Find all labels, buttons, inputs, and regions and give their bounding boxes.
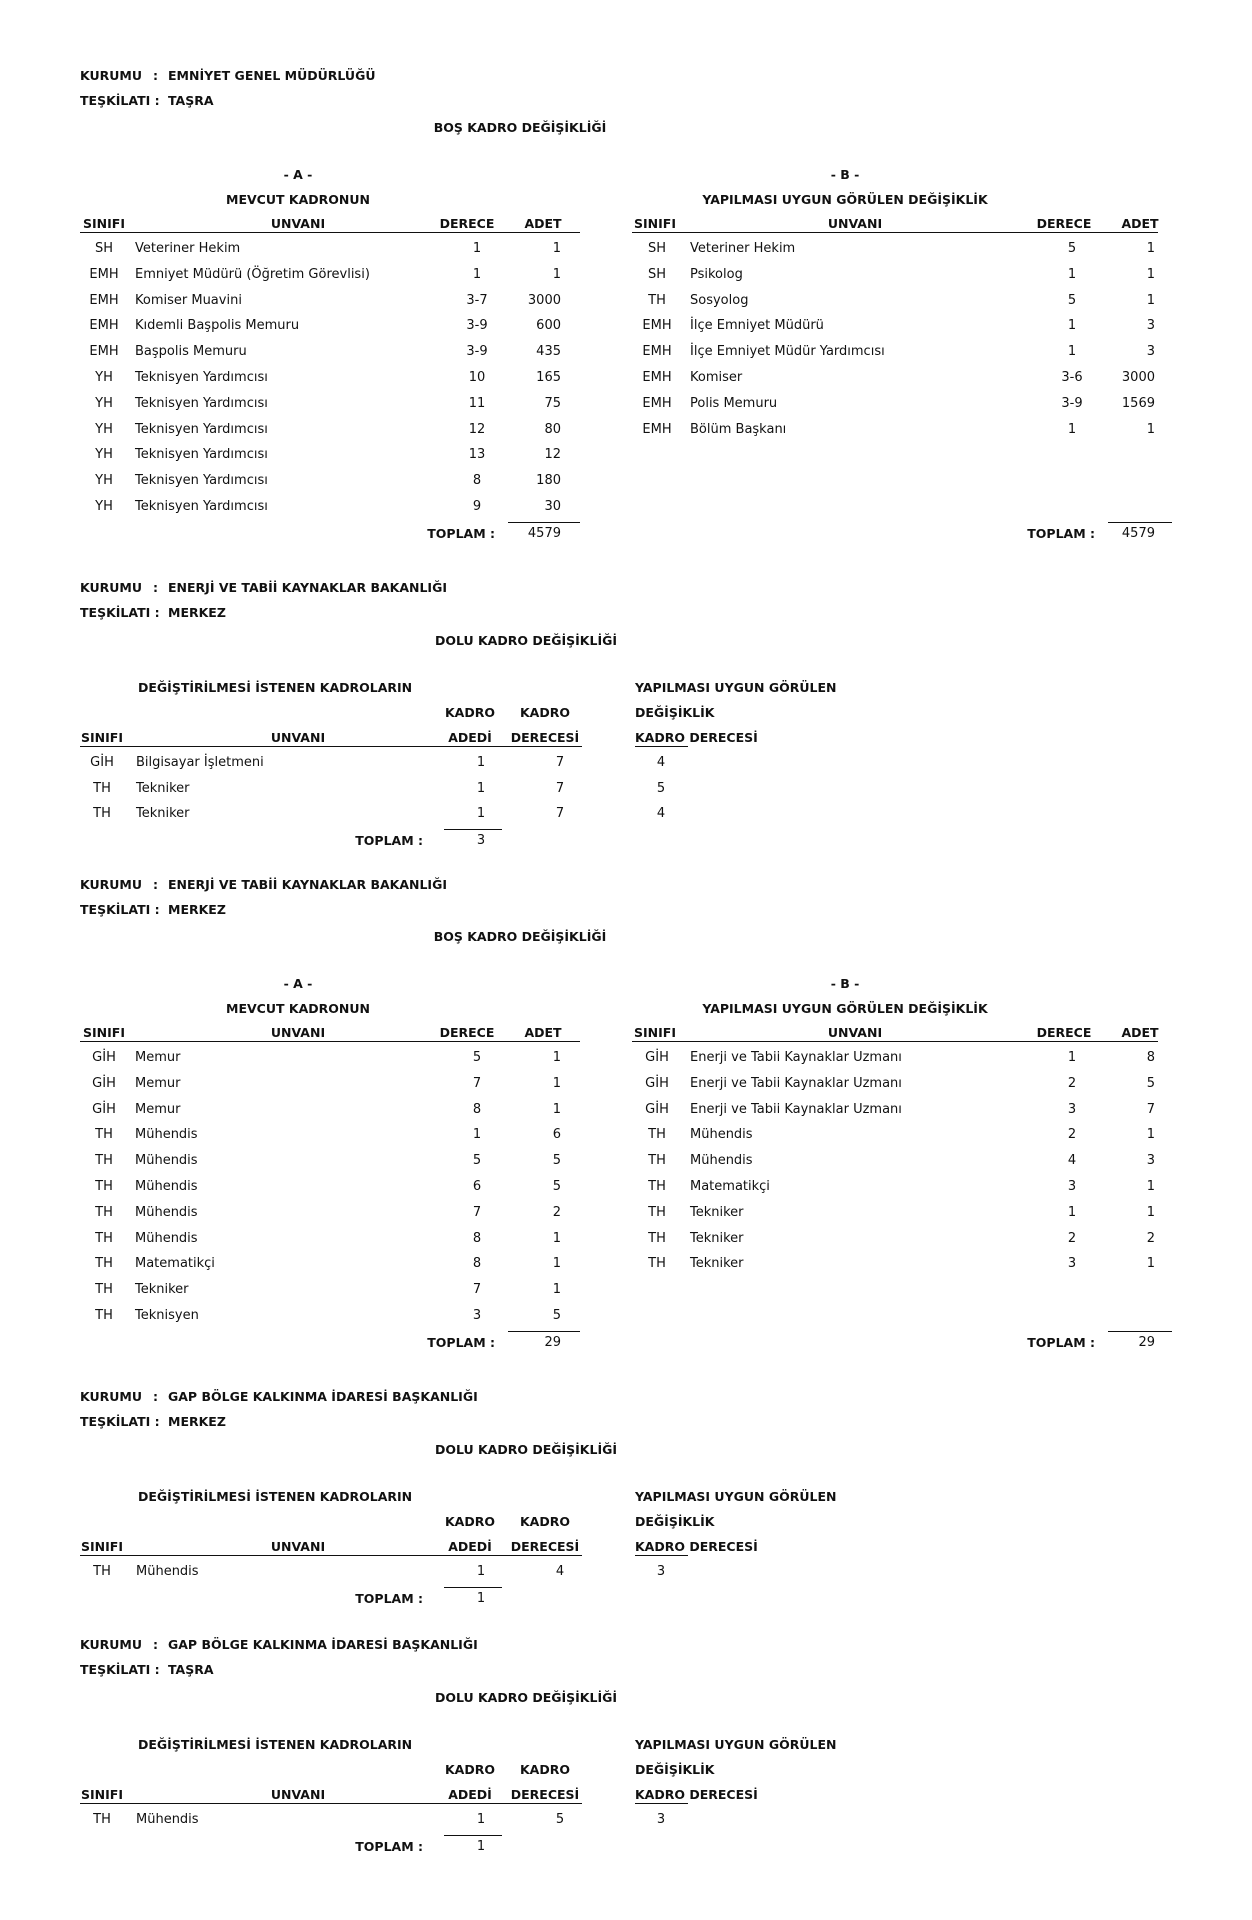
separator: : [153,580,158,595]
col-derecesi: DERECESİ [510,730,580,745]
organization-type: TAŞRA [168,1662,214,1677]
col-kadro: KADRO [445,1762,495,1777]
panel-a-title: MEVCUT KADRONUN [226,192,370,207]
total-value: 4579 [1121,526,1155,541]
cell-derece: 13 [468,447,486,462]
total-label: TOPLAM : [427,1335,495,1350]
total-label: TOPLAM : [355,1839,423,1854]
cell-unvani: Mühendis [135,1205,198,1220]
cell-sinifi: EMH [642,370,672,385]
section-title: BOŞ KADRO DEĞİŞİKLİĞİ [433,929,607,944]
organization-type: MERKEZ [168,902,226,917]
cell-derece: 8 [472,473,482,488]
teskilat-label: TEŞKİLATI : [80,605,160,620]
cell-derecesi: 5 [555,1812,565,1827]
section-title: DOLU KADRO DEĞİŞİKLİĞİ [434,1442,618,1457]
cell-unvani: İlçe Emniyet Müdür Yardımcısı [690,344,885,359]
cell-sinifi: GİH [92,1050,116,1065]
header-underline [80,1555,582,1556]
total-label: TOPLAM : [355,1591,423,1606]
cell-sinifi: GİH [90,755,114,770]
col-sinifi: SINIFI [83,216,125,231]
col-adet: ADET [1121,1025,1159,1040]
header-underline [635,746,688,747]
total-rule [1108,1331,1172,1332]
cell-derece: 3-9 [466,344,488,359]
cell-unvani: Memur [135,1050,181,1065]
cell-sinifi: YH [95,396,113,411]
cell-sinifi: YH [95,499,113,514]
total-label: TOPLAM : [1027,526,1095,541]
panel-a-heading: - A - [283,976,313,991]
total-rule [444,829,502,830]
col-derecesi: DERECESİ [510,1787,580,1802]
cell-unvani: Teknisyen Yardımcısı [135,396,268,411]
cell-derece: 4 [1067,1153,1077,1168]
panel-b-title: YAPILMASI UYGUN GÖRÜLEN [635,680,837,695]
col-derecesi: DERECESİ [510,1539,580,1554]
cell-derece: 3 [1067,1102,1077,1117]
header-underline [80,232,580,233]
teskilat-label: TEŞKİLATI : [80,1414,160,1429]
cell-derecesi: 4 [555,1564,565,1579]
cell-adet: 1 [1146,1205,1155,1220]
col-unvani: UNVANI [827,216,883,231]
cell-unvani: Enerji ve Tabii Kaynaklar Uzmanı [690,1102,902,1117]
cell-adet: 180 [536,473,561,488]
cell-unvani: Teknisyen Yardımcısı [135,447,268,462]
cell-derece: 11 [468,396,486,411]
cell-sinifi: YH [95,422,113,437]
cell-derece: 2 [1067,1127,1077,1142]
cell-unvani: Matematikçi [690,1179,770,1194]
cell-derece: 5 [472,1050,482,1065]
cell-unvani: Mühendis [690,1153,753,1168]
col-sinifi: SINIFI [81,1787,123,1802]
col-sinifi: SINIFI [634,216,676,231]
cell-adedi: 1 [476,1812,486,1827]
organization-type: TAŞRA [168,93,214,108]
cell-unvani: Tekniker [135,1282,189,1297]
cell-unvani: Enerji ve Tabii Kaynaklar Uzmanı [690,1050,902,1065]
cell-adet: 1 [1146,1127,1155,1142]
cell-unvani: Başpolis Memuru [135,344,247,359]
cell-adet: 435 [536,344,561,359]
panel-b-title: DEĞİŞİKLİK [635,1762,715,1777]
cell-adet: 12 [544,447,561,462]
cell-derece: 3 [1067,1256,1077,1271]
col-adedi: ADEDİ [448,1539,492,1554]
total-value: 4579 [527,526,561,541]
cell-unvani: Tekniker [136,806,190,821]
cell-adet: 1 [552,267,561,282]
panel-title: DEĞİŞTİRİLMESİ İSTENEN KADROLARIN [138,680,413,695]
header-underline [635,1555,688,1556]
cell-unvani: Teknisyen Yardımcısı [135,473,268,488]
institution-name: EMNİYET GENEL MÜDÜRLÜĞÜ [168,68,376,83]
cell-sinifi: TH [648,1205,666,1220]
header-underline [80,746,582,747]
total-rule [1108,522,1172,523]
col-kadro: KADRO [520,1762,570,1777]
cell-sinifi: YH [95,370,113,385]
col-kadro: KADRO [520,705,570,720]
col-kadro: KADRO [445,705,495,720]
col-unvani: UNVANI [270,1787,326,1802]
header-underline [635,1803,688,1804]
cell-adet: 1569 [1121,396,1155,411]
panel-b-heading: - B - [830,167,860,182]
cell-unvani: Tekniker [690,1205,744,1220]
cell-adet: 2 [1146,1231,1155,1246]
separator: : [153,1389,158,1404]
cell-sinifi: EMH [89,318,119,333]
organization-type: MERKEZ [168,1414,226,1429]
cell-sinifi: TH [95,1153,113,1168]
cell-derece: 1 [1067,422,1077,437]
panel-b-title: DEĞİŞİKLİK [635,705,715,720]
cell-unvani: Mühendis [135,1231,198,1246]
col-derece: DERECE [1036,1025,1092,1040]
cell-adet: 600 [536,318,561,333]
cell-kadro-derecesi: 3 [656,1812,666,1827]
cell-derece: 2 [1067,1076,1077,1091]
cell-adet: 1 [1146,422,1155,437]
cell-derece: 8 [472,1231,482,1246]
cell-derece: 1 [1067,344,1077,359]
cell-adet: 5 [552,1153,561,1168]
header-underline [80,1041,580,1042]
cell-unvani: İlçe Emniyet Müdürü [690,318,824,333]
cell-derece: 3 [472,1308,482,1323]
panel-b-title: DEĞİŞİKLİK [635,1514,715,1529]
cell-unvani: Bilgisayar İşletmeni [136,755,264,770]
col-kadro: KADRO [520,1514,570,1529]
cell-adedi: 1 [476,781,486,796]
cell-derece: 1 [1067,1050,1077,1065]
cell-adet: 30 [544,499,561,514]
institution-name: GAP BÖLGE KALKINMA İDARESİ BAŞKANLIĞI [168,1637,478,1652]
panel-a-title: MEVCUT KADRONUN [226,1001,370,1016]
header-underline [632,1041,1158,1042]
total-value: 1 [476,1839,486,1854]
cell-sinifi: TH [95,1205,113,1220]
cell-derece: 7 [472,1205,482,1220]
cell-sinifi: SH [647,241,667,256]
cell-sinifi: EMH [89,293,119,308]
header-underline [80,1803,582,1804]
col-sinifi: SINIFI [634,1025,676,1040]
cell-sinifi: EMH [89,267,119,282]
cell-adet: 1 [1146,267,1155,282]
col-derece: DERECE [439,216,495,231]
col-kadro-derecesi: KADRO DERECESİ [635,1539,758,1554]
cell-sinifi: TH [95,1127,113,1142]
cell-adet: 2 [552,1205,561,1220]
cell-unvani: Teknisyen Yardımcısı [135,499,268,514]
cell-derece: 3-9 [1061,396,1083,411]
cell-derece: 5 [472,1153,482,1168]
cell-derece: 7 [472,1076,482,1091]
teskilat-label: TEŞKİLATI : [80,902,160,917]
col-adedi: ADEDİ [448,1787,492,1802]
cell-kadro-derecesi: 4 [656,806,666,821]
cell-sinifi: TH [648,1127,666,1142]
cell-adet: 3000 [1121,370,1155,385]
cell-unvani: Emniyet Müdürü (Öğretim Görevlisi) [135,267,370,282]
cell-adet: 6 [552,1127,561,1142]
total-label: TOPLAM : [1027,1335,1095,1350]
cell-sinifi: GİH [92,1076,116,1091]
col-unvani: UNVANI [270,1025,326,1040]
cell-derecesi: 7 [555,806,565,821]
panel-b-heading: - B - [830,976,860,991]
cell-adet: 165 [536,370,561,385]
cell-adet: 80 [544,422,561,437]
cell-unvani: Tekniker [690,1231,744,1246]
cell-unvani: Mühendis [135,1179,198,1194]
cell-sinifi: GİH [645,1102,669,1117]
cell-unvani: Veteriner Hekim [135,241,241,256]
cell-unvani: Mühendis [136,1564,199,1579]
cell-adet: 8 [1146,1050,1155,1065]
col-unvani: UNVANI [270,1539,326,1554]
cell-sinifi: EMH [642,344,672,359]
cell-derece: 10 [468,370,486,385]
total-rule [444,1587,502,1588]
section-title: DOLU KADRO DEĞİŞİKLİĞİ [434,1690,618,1705]
col-kadro: KADRO [445,1514,495,1529]
col-sinifi: SINIFI [83,1025,125,1040]
cell-unvani: Bölüm Başkanı [690,422,787,437]
cell-derece: 3-6 [1061,370,1083,385]
cell-unvani: Teknisyen Yardımcısı [135,422,268,437]
cell-sinifi: TH [95,1256,113,1271]
organization-type: MERKEZ [168,605,226,620]
cell-sinifi: TH [95,1308,113,1323]
kurumu-label: KURUMU [80,877,142,892]
cell-adedi: 1 [476,806,486,821]
col-kadro-derecesi: KADRO DERECESİ [635,1787,758,1802]
cell-derece: 1 [1067,1205,1077,1220]
cell-adet: 1 [552,1050,561,1065]
cell-kadro-derecesi: 5 [656,781,666,796]
cell-derece: 1 [472,1127,482,1142]
total-rule [508,1331,580,1332]
cell-sinifi: TH [648,1256,666,1271]
cell-unvani: Tekniker [690,1256,744,1271]
cell-adet: 3000 [527,293,561,308]
cell-derece: 9 [472,499,482,514]
cell-derecesi: 7 [555,755,565,770]
cell-derece: 1 [472,267,482,282]
panel-b-title: YAPILMASI UYGUN GÖRÜLEN DEĞİŞİKLİK [702,1001,988,1016]
cell-sinifi: TH [93,781,111,796]
cell-adet: 1 [1146,293,1155,308]
cell-derecesi: 7 [555,781,565,796]
total-rule [508,522,580,523]
cell-sinifi: SH [94,241,114,256]
total-value: 29 [544,1335,561,1350]
cell-derece: 8 [472,1102,482,1117]
col-unvani: UNVANI [827,1025,883,1040]
panel-b-title: YAPILMASI UYGUN GÖRÜLEN [635,1489,837,1504]
cell-derece: 8 [472,1256,482,1271]
panel-b-title: YAPILMASI UYGUN GÖRÜLEN [635,1737,837,1752]
teskilat-label: TEŞKİLATI : [80,93,160,108]
cell-unvani: Mühendis [135,1127,198,1142]
total-value: 3 [476,833,486,848]
cell-adedi: 1 [476,1564,486,1579]
cell-unvani: Enerji ve Tabii Kaynaklar Uzmanı [690,1076,902,1091]
cell-unvani: Teknisyen [135,1308,199,1323]
kurumu-label: KURUMU [80,1637,142,1652]
cell-unvani: Tekniker [136,781,190,796]
cell-unvani: Mühendis [135,1153,198,1168]
cell-adet: 1 [1146,241,1155,256]
col-derece: DERECE [439,1025,495,1040]
separator: : [153,877,158,892]
cell-adet: 3 [1146,318,1155,333]
cell-unvani: Mühendis [690,1127,753,1142]
cell-sinifi: YH [95,473,113,488]
cell-sinifi: EMH [642,422,672,437]
kurumu-label: KURUMU [80,580,142,595]
cell-unvani: Polis Memuru [690,396,778,411]
cell-sinifi: GİH [645,1050,669,1065]
col-adet: ADET [1121,216,1159,231]
total-label: TOPLAM : [427,526,495,541]
cell-derece: 1 [1067,318,1077,333]
cell-sinifi: GİH [92,1102,116,1117]
cell-derece: 6 [472,1179,482,1194]
cell-sinifi: EMH [642,318,672,333]
cell-sinifi: TH [648,1231,666,1246]
col-sinifi: SINIFI [81,730,123,745]
cell-derece: 3-7 [466,293,488,308]
cell-sinifi: TH [95,1282,113,1297]
cell-adet: 3 [1146,1153,1155,1168]
cell-adet: 1 [1146,1179,1155,1194]
col-kadro-derecesi: KADRO DERECESİ [635,730,758,745]
cell-sinifi: TH [93,1564,111,1579]
panel-title: DEĞİŞTİRİLMESİ İSTENEN KADROLARIN [138,1737,413,1752]
panel-b-title: YAPILMASI UYGUN GÖRÜLEN DEĞİŞİKLİK [702,192,988,207]
cell-sinifi: EMH [642,396,672,411]
cell-sinifi: TH [95,1231,113,1246]
institution-name: GAP BÖLGE KALKINMA İDARESİ BAŞKANLIĞI [168,1389,478,1404]
cell-sinifi: TH [648,293,666,308]
cell-adet: 1 [1146,1256,1155,1271]
total-value: 29 [1138,1335,1155,1350]
cell-unvani: Memur [135,1102,181,1117]
cell-unvani: Mühendis [136,1812,199,1827]
cell-sinifi: TH [93,1812,111,1827]
cell-unvani: Matematikçi [135,1256,215,1271]
cell-adet: 5 [1146,1076,1155,1091]
cell-adet: 5 [552,1179,561,1194]
section-title: BOŞ KADRO DEĞİŞİKLİĞİ [433,120,607,135]
teskilat-label: TEŞKİLATI : [80,1662,160,1677]
cell-sinifi: TH [93,806,111,821]
cell-derece: 1 [1067,267,1077,282]
panel-title: DEĞİŞTİRİLMESİ İSTENEN KADROLARIN [138,1489,413,1504]
col-sinifi: SINIFI [81,1539,123,1554]
cell-adet: 1 [552,241,561,256]
institution-name: ENERJİ VE TABİİ KAYNAKLAR BAKANLIĞI [168,877,447,892]
cell-unvani: Komiser [690,370,743,385]
kurumu-label: KURUMU [80,68,142,83]
cell-derece: 3-9 [466,318,488,333]
cell-unvani: Teknisyen Yardımcısı [135,370,268,385]
cell-adet: 3 [1146,344,1155,359]
cell-unvani: Memur [135,1076,181,1091]
cell-adet: 7 [1146,1102,1155,1117]
total-rule [444,1835,502,1836]
cell-derece: 5 [1067,241,1077,256]
section-title: DOLU KADRO DEĞİŞİKLİĞİ [434,633,618,648]
cell-adedi: 1 [476,755,486,770]
separator: : [153,1637,158,1652]
cell-derece: 12 [468,422,486,437]
cell-unvani: Veteriner Hekim [690,241,796,256]
cell-derece: 3 [1067,1179,1077,1194]
col-derece: DERECE [1036,216,1092,231]
col-adedi: ADEDİ [448,730,492,745]
separator: : [153,68,158,83]
cell-kadro-derecesi: 4 [656,755,666,770]
kurumu-label: KURUMU [80,1389,142,1404]
cell-unvani: Sosyolog [690,293,749,308]
cell-unvani: Komiser Muavini [135,293,242,308]
col-unvani: UNVANI [270,216,326,231]
cell-unvani: Psikolog [690,267,743,282]
cell-sinifi: TH [95,1179,113,1194]
cell-sinifi: GİH [645,1076,669,1091]
col-adet: ADET [524,1025,562,1040]
col-unvani: UNVANI [270,730,326,745]
cell-adet: 1 [552,1282,561,1297]
cell-adet: 1 [552,1076,561,1091]
cell-derece: 1 [472,241,482,256]
total-label: TOPLAM : [355,833,423,848]
col-adet: ADET [524,216,562,231]
cell-derece: 5 [1067,293,1077,308]
institution-name: ENERJİ VE TABİİ KAYNAKLAR BAKANLIĞI [168,580,447,595]
cell-sinifi: TH [648,1153,666,1168]
panel-a-heading: - A - [283,167,313,182]
cell-adet: 1 [552,1256,561,1271]
cell-sinifi: SH [647,267,667,282]
cell-adet: 1 [552,1231,561,1246]
cell-adet: 1 [552,1102,561,1117]
cell-kadro-derecesi: 3 [656,1564,666,1579]
cell-derece: 2 [1067,1231,1077,1246]
cell-unvani: Kıdemli Başpolis Memuru [135,318,300,333]
header-underline [632,232,1158,233]
total-value: 1 [476,1591,486,1606]
cell-adet: 75 [544,396,561,411]
cell-adet: 5 [552,1308,561,1323]
cell-sinifi: YH [95,447,113,462]
cell-derece: 7 [472,1282,482,1297]
cell-sinifi: EMH [89,344,119,359]
cell-sinifi: TH [648,1179,666,1194]
